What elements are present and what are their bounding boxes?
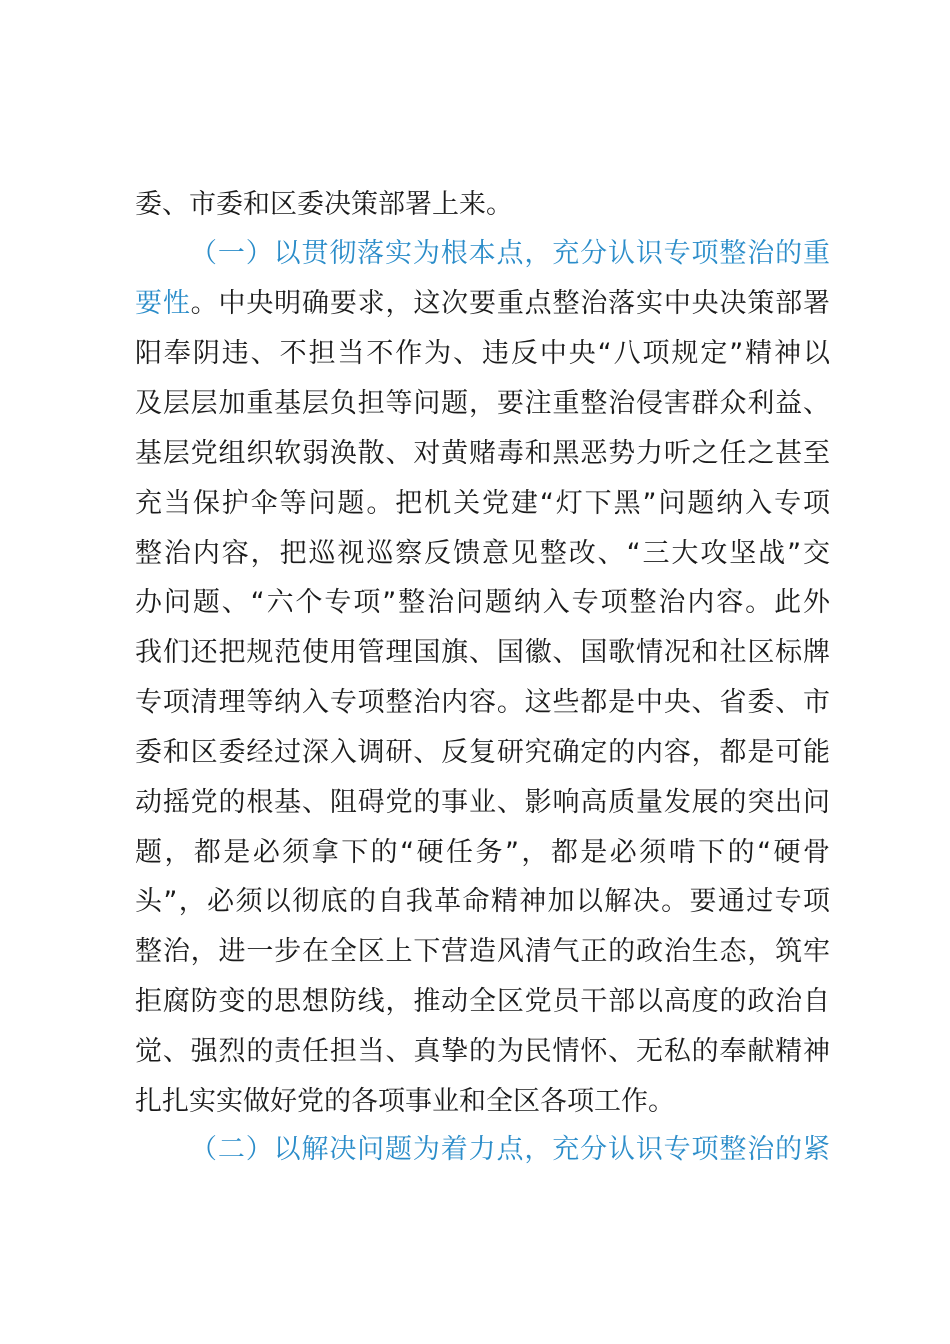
text-line <box>0 927 950 977</box>
text-line <box>0 379 950 429</box>
heading-text: （二）以解决问题为着力点，充分认识专项整治的紧 <box>190 1134 831 1165</box>
text-line <box>0 977 950 1027</box>
body-text: 办问题、“六个专项”整治问题纳入专项整治内容。此外 <box>135 587 832 618</box>
body-text: 基层党组织软弱涣散、对黄赌毒和黑恶势力听之任之甚至 <box>135 438 831 469</box>
body-text: 觉、强烈的责任担当、真挚的为民情怀、无私的奉献精神 <box>135 1036 831 1067</box>
body-text: 拒腐防变的思想防线，推动全区党员干部以高度的政治自 <box>135 986 831 1017</box>
text-line <box>0 1027 950 1077</box>
body-text: 专项清理等纳入专项整治内容。这些都是中央、省委、市 <box>135 687 831 718</box>
body-text: 委和区委经过深入调研、反复研究确定的内容，都是可能 <box>135 737 831 768</box>
body-text: 及层层加重基层负担等问题，要注重整治侵害群众利益、 <box>135 388 831 419</box>
text-line <box>0 828 950 878</box>
body-text: 头”，必须以彻底的自我革命精神加以解决。要通过专项 <box>135 886 832 917</box>
text-line <box>0 778 950 828</box>
body-text: 动摇党的根基、阻碍党的事业、影响高质量发展的突出问 <box>135 787 831 818</box>
text-line <box>0 578 950 628</box>
heading-text: 要性 <box>135 288 191 319</box>
body-text: 阳奉阴违、不担当不作为、违反中央“八项规定”精神以 <box>135 338 832 369</box>
text-line <box>0 728 950 778</box>
body-text: 题，都是必须拿下的“硬任务”，都是必须啃下的“硬骨 <box>135 837 833 868</box>
body-text: 。中央明确要求，这次要重点整治落实中央决策部署 <box>190 288 831 319</box>
body-text: 整治，进一步在全区上下营造风清气正的政治生态，筑牢 <box>135 936 831 967</box>
body-text: 扎扎实实做好党的各项事业和全区各项工作。 <box>135 1086 675 1117</box>
text-line <box>0 529 950 579</box>
body-text: 整治内容，把巡视巡察反馈意见整改、“三大攻坚战”交 <box>135 538 832 569</box>
text-line <box>0 1125 950 1175</box>
body-text: 充当保护伞等问题。把机关党建“灯下黑”问题纳入专项 <box>135 488 832 519</box>
body-text: 委、市委和区委决策部署上来。 <box>135 189 513 220</box>
text-line <box>0 628 950 678</box>
text-line <box>0 329 950 379</box>
text-line <box>0 1077 950 1127</box>
text-line <box>0 279 950 329</box>
text-line <box>0 479 950 529</box>
text-line <box>0 877 950 927</box>
heading-text: （一）以贯彻落实为根本点，充分认识专项整治的重 <box>190 238 831 269</box>
text-line <box>0 429 950 479</box>
body-text: 我们还把规范使用管理国旗、国徽、国歌情况和社区标牌 <box>135 637 831 668</box>
text-line <box>0 229 950 279</box>
text-line <box>0 678 950 728</box>
text-line <box>0 180 950 230</box>
